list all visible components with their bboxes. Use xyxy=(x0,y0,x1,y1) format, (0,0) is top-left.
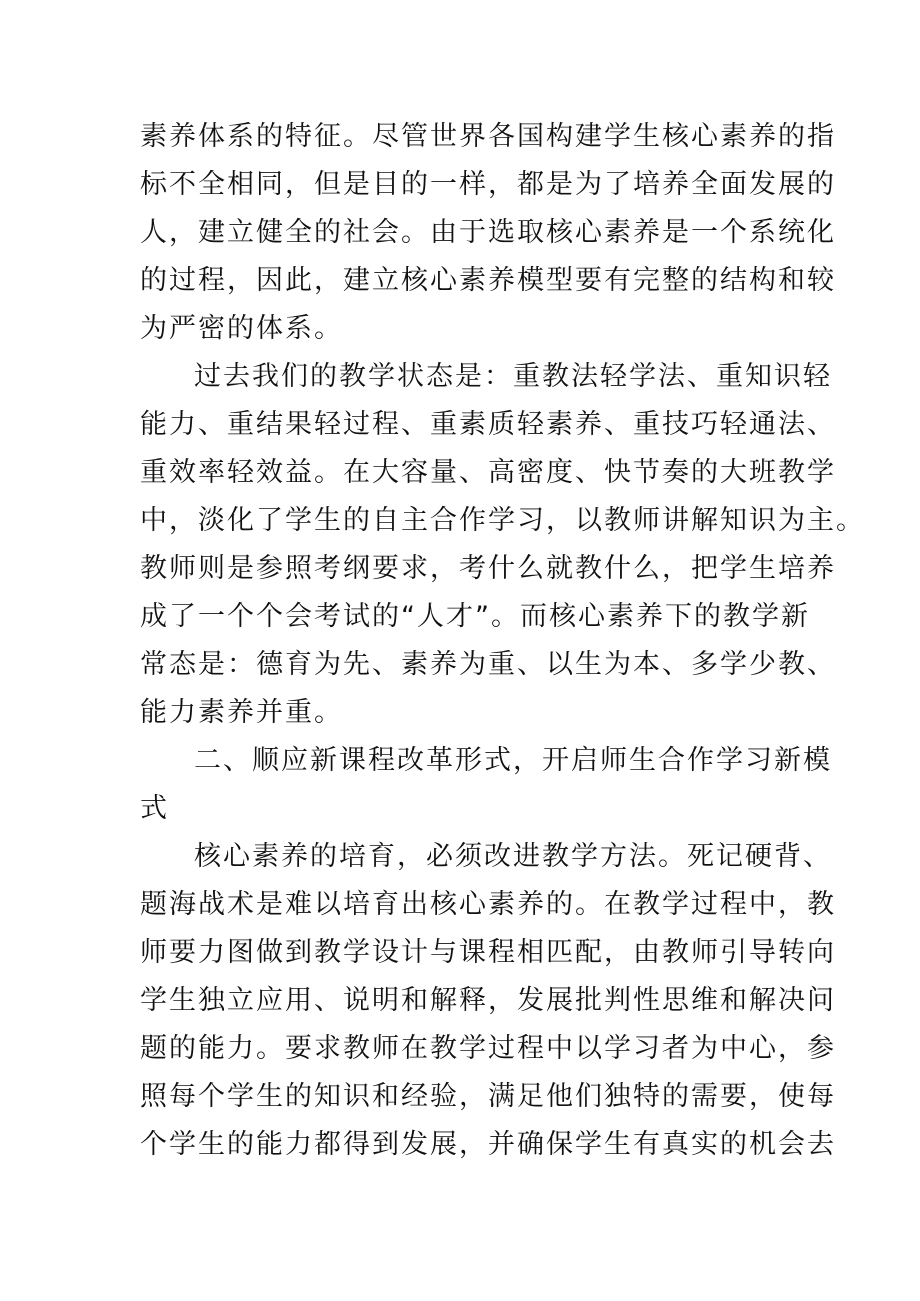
paragraph-teaching-state xyxy=(140,353,865,737)
text-line: 人，建立健全的社会。由于选取核心素养是一个系统化 xyxy=(140,217,836,248)
text-line: 成了一个个会考试的“人才”。而核心素养下的教学新 xyxy=(140,601,810,632)
document-page xyxy=(140,113,865,1169)
text-line: 为严密的体系。 xyxy=(140,313,343,344)
section-heading xyxy=(140,737,832,833)
text-line: 的过程，因此，建立核心素养模型要有完整的结构和较 xyxy=(140,265,836,296)
text-line: 过去我们的教学状态是：重教法轻学法、重知识轻 xyxy=(194,361,832,392)
text-line: 常态是：德育为先、素养为重、以生为本、多学少教、 xyxy=(140,649,836,680)
text-line: 标不全相同，但是目的一样，都是为了培养全面发展的 xyxy=(140,169,836,200)
text-line: 能力、重结果轻过程、重素质轻素养、重技巧轻通法、 xyxy=(140,409,836,440)
text-line: 重效率轻效益。在大容量、高密度、快节奏的大班教学 xyxy=(140,457,836,488)
text-line: 题的能力。要求教师在教学过程中以学习者为中心，参 xyxy=(140,1033,836,1064)
text-line: 素养体系的特征。尽管世界各国构建学生核心素养的指 xyxy=(140,121,836,152)
text-line: 个学生的能力都得到发展，并确保学生有真实的机会去 xyxy=(140,1129,836,1160)
text-line: 教师则是参照考纲要求，考什么就教什么，把学生培养 xyxy=(140,553,836,584)
heading-line: 式 xyxy=(140,793,169,824)
text-line: 中，淡化了学生的自主合作学习，以教师讲解知识为主。 xyxy=(140,505,865,536)
paragraph-core-literacy xyxy=(140,833,836,1169)
heading-line: 二、顺应新课程改革形式，开启师生合作学习新模 xyxy=(194,745,832,776)
text-line: 师要力图做到教学设计与课程相匹配，由教师引导转向 xyxy=(140,937,836,968)
text-line: 学生独立应用、说明和解释，发展批判性思维和解决问 xyxy=(140,985,836,1016)
paragraph-continuation xyxy=(140,113,836,353)
text-line: 题海战术是难以培育出核心素养的。在教学过程中，教 xyxy=(140,889,836,920)
text-line: 照每个学生的知识和经验，满足他们独特的需要，使每 xyxy=(140,1081,836,1112)
text-line: 核心素养的培育，必须改进教学方法。死记硬背、 xyxy=(194,841,832,872)
text-line: 能力素养并重。 xyxy=(140,697,343,728)
